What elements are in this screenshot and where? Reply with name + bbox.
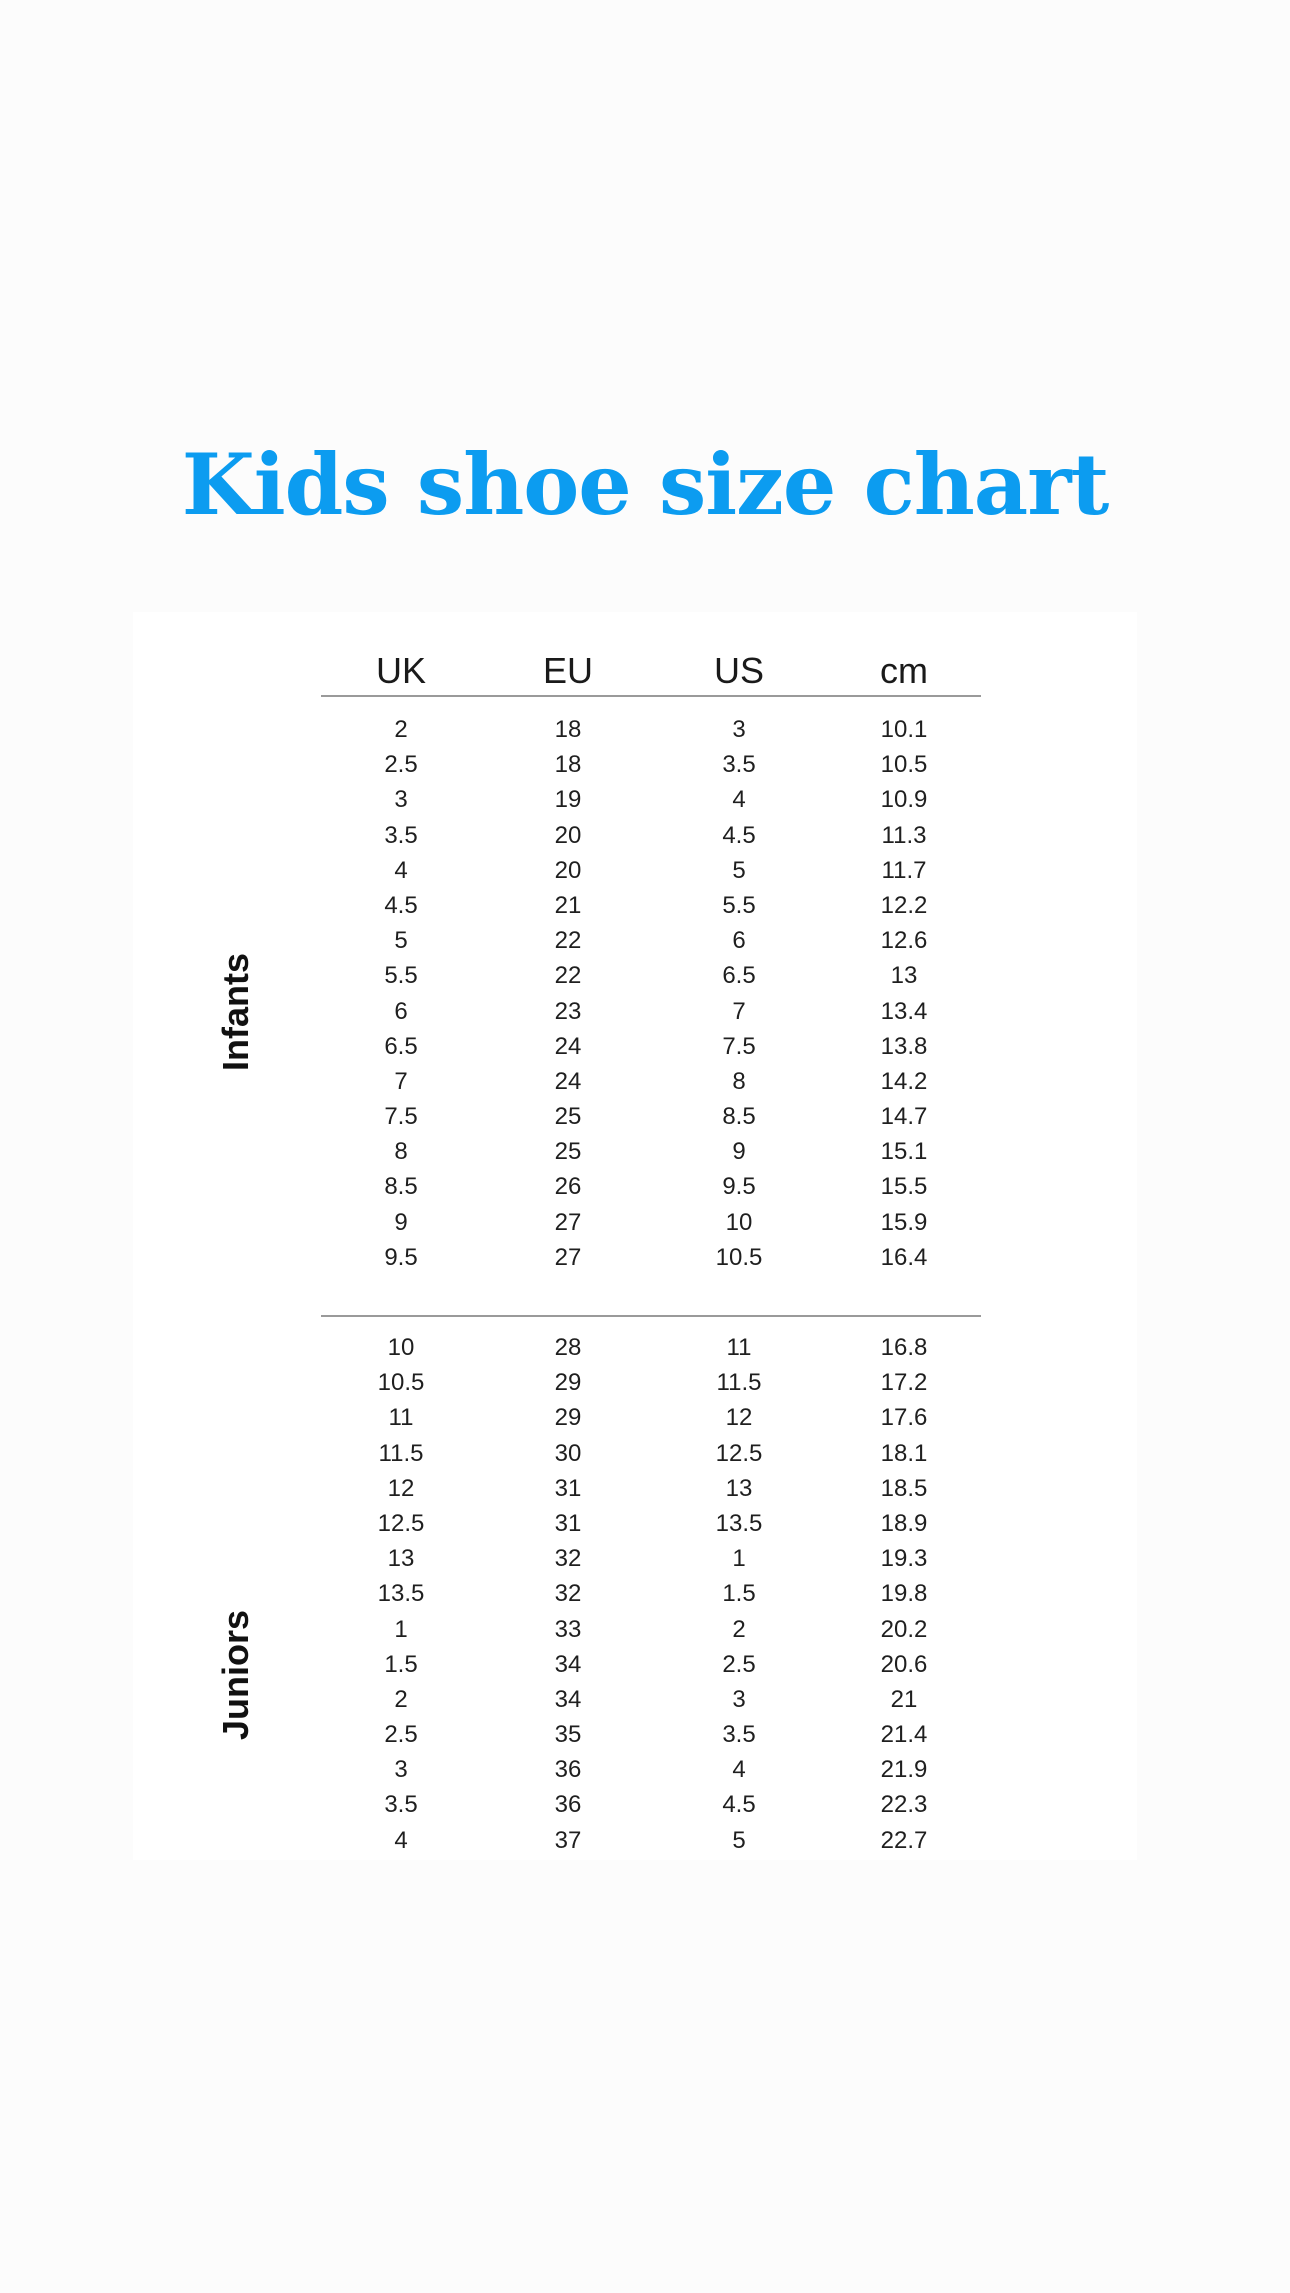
cell-us: 1 bbox=[732, 1545, 746, 1573]
cell-cm: 10.1 bbox=[880, 716, 928, 743]
table-row bbox=[321, 958, 981, 993]
cell-us: 5.5 bbox=[722, 891, 756, 919]
table-row bbox=[321, 712, 981, 747]
table-row bbox=[321, 1506, 981, 1541]
cell-cm: 14.7 bbox=[880, 1103, 928, 1131]
cell-uk: 2 bbox=[394, 716, 408, 743]
cell-us: 1.5 bbox=[722, 1580, 756, 1608]
cell-us: 4 bbox=[732, 1756, 746, 1784]
cell-cm: 12.6 bbox=[880, 927, 928, 955]
cell-cm: 16.4 bbox=[880, 1243, 928, 1271]
cell-us: 11.5 bbox=[716, 1369, 762, 1397]
cell-cm: 19.8 bbox=[880, 1580, 928, 1608]
cell-uk: 5.5 bbox=[384, 962, 418, 990]
cell-eu: 37 bbox=[554, 1826, 582, 1854]
cell-cm: 10.9 bbox=[880, 786, 928, 814]
cell-cm: 22.3 bbox=[880, 1791, 928, 1819]
table-row bbox=[321, 1240, 981, 1275]
cell-uk: 8.5 bbox=[384, 1173, 418, 1201]
cell-uk: 4 bbox=[394, 856, 408, 884]
cell-uk: 3 bbox=[394, 786, 408, 814]
table-row bbox=[321, 1365, 981, 1400]
cell-eu: 24 bbox=[554, 1067, 582, 1095]
cell-us: 2 bbox=[732, 1615, 746, 1643]
cell-us: 11 bbox=[726, 1334, 752, 1361]
cell-cm: 19.3 bbox=[880, 1545, 928, 1573]
table-row bbox=[321, 1612, 981, 1647]
cell-uk: 4.5 bbox=[384, 891, 418, 919]
cell-uk: 3.5 bbox=[384, 1791, 418, 1819]
cell-eu: 34 bbox=[554, 1650, 582, 1678]
cell-us: 13.5 bbox=[715, 1509, 763, 1537]
cell-uk: 9.5 bbox=[384, 1243, 418, 1271]
cell-uk: 10.5 bbox=[377, 1369, 425, 1397]
cell-cm: 12.2 bbox=[880, 891, 928, 919]
cell-cm: 18.5 bbox=[880, 1474, 928, 1502]
cell-uk: 1.5 bbox=[384, 1650, 418, 1678]
cell-uk: 7.5 bbox=[384, 1103, 418, 1131]
cell-uk: 8 bbox=[394, 1138, 408, 1166]
cell-uk: 9 bbox=[394, 1208, 408, 1236]
cell-eu: 18 bbox=[554, 751, 582, 779]
column-header-us: US bbox=[713, 650, 764, 691]
cell-us: 3 bbox=[732, 716, 746, 743]
table-row bbox=[321, 888, 981, 923]
cell-uk: 3 bbox=[394, 1756, 408, 1784]
cell-eu: 33 bbox=[554, 1615, 582, 1643]
cell-cm: 16.8 bbox=[880, 1334, 928, 1361]
cell-cm: 13 bbox=[890, 962, 918, 990]
cell-cm: 11.3 bbox=[881, 821, 927, 849]
cell-cm: 21 bbox=[890, 1685, 918, 1713]
cell-cm: 17.6 bbox=[880, 1404, 928, 1432]
cell-us: 7.5 bbox=[722, 1032, 756, 1060]
cell-cm: 11.7 bbox=[881, 856, 927, 884]
cell-us: 9.5 bbox=[722, 1173, 756, 1201]
table-row bbox=[321, 1823, 981, 1858]
juniors-rows bbox=[321, 1330, 981, 1858]
table-row bbox=[321, 923, 981, 958]
cell-cm: 18.9 bbox=[880, 1509, 928, 1537]
size-chart-table bbox=[133, 612, 1137, 1860]
table-row bbox=[321, 1169, 981, 1204]
table-row bbox=[321, 1647, 981, 1682]
cell-eu: 36 bbox=[554, 1756, 582, 1784]
cell-cm: 15.1 bbox=[880, 1138, 928, 1166]
column-header-uk: UK bbox=[375, 650, 426, 691]
table-row bbox=[321, 1205, 981, 1240]
cell-eu: 36 bbox=[554, 1791, 582, 1819]
cell-us: 4.5 bbox=[722, 1791, 756, 1819]
cell-cm: 18.1 bbox=[880, 1439, 928, 1467]
table-row bbox=[321, 1400, 981, 1435]
cell-uk: 11.5 bbox=[378, 1439, 424, 1467]
cell-eu: 34 bbox=[554, 1685, 582, 1713]
cell-cm: 17.2 bbox=[880, 1369, 928, 1397]
column-header-eu: EU bbox=[542, 650, 593, 691]
section-divider bbox=[321, 1315, 981, 1317]
table-header bbox=[321, 649, 981, 697]
cell-uk: 13 bbox=[387, 1545, 415, 1573]
cell-eu: 31 bbox=[554, 1509, 582, 1537]
cell-cm: 13.8 bbox=[880, 1032, 928, 1060]
cell-us: 2.5 bbox=[722, 1650, 756, 1678]
cell-uk: 4 bbox=[394, 1826, 408, 1854]
table-row bbox=[321, 1471, 981, 1506]
cell-eu: 32 bbox=[554, 1545, 582, 1573]
table-row bbox=[321, 1330, 981, 1365]
cell-uk: 6.5 bbox=[384, 1032, 418, 1060]
cell-uk: 2 bbox=[394, 1685, 408, 1713]
infants-rows bbox=[321, 712, 981, 1275]
cell-eu: 27 bbox=[554, 1208, 582, 1236]
cell-uk: 7 bbox=[394, 1067, 408, 1095]
table-row bbox=[321, 818, 981, 853]
cell-uk: 11 bbox=[388, 1404, 414, 1432]
cell-uk: 12 bbox=[387, 1474, 415, 1502]
table-row bbox=[321, 782, 981, 817]
section-label-juniors: Juniors bbox=[215, 1609, 256, 1741]
column-header-cm: cm bbox=[880, 650, 928, 691]
table-row bbox=[321, 994, 981, 1029]
table-row bbox=[321, 1682, 981, 1717]
table-row bbox=[321, 853, 981, 888]
cell-us: 6.5 bbox=[722, 962, 756, 990]
table-row bbox=[321, 1064, 981, 1099]
cell-us: 4 bbox=[732, 786, 746, 814]
cell-eu: 35 bbox=[554, 1721, 582, 1749]
page-title: Kids shoe size chart bbox=[181, 435, 1109, 534]
cell-us: 10.5 bbox=[715, 1243, 763, 1271]
cell-eu: 22 bbox=[554, 927, 582, 955]
cell-eu: 20 bbox=[554, 856, 582, 884]
cell-us: 6 bbox=[732, 927, 746, 955]
cell-us: 9 bbox=[732, 1138, 746, 1166]
cell-eu: 23 bbox=[554, 997, 582, 1025]
cell-cm: 15.9 bbox=[880, 1208, 928, 1236]
table-row bbox=[321, 1717, 981, 1752]
table-row bbox=[321, 1436, 981, 1471]
cell-eu: 29 bbox=[554, 1404, 582, 1432]
table-row bbox=[321, 1099, 981, 1134]
cell-eu: 25 bbox=[554, 1138, 582, 1166]
cell-us: 3.5 bbox=[722, 751, 756, 779]
cell-us: 12.5 bbox=[715, 1439, 763, 1467]
table-row bbox=[321, 1134, 981, 1169]
cell-eu: 26 bbox=[554, 1173, 582, 1201]
cell-uk: 5 bbox=[394, 927, 408, 955]
cell-cm: 22.7 bbox=[880, 1826, 928, 1854]
cell-eu: 18 bbox=[554, 716, 582, 743]
cell-us: 8 bbox=[732, 1067, 746, 1095]
cell-cm: 15.5 bbox=[880, 1173, 928, 1201]
cell-eu: 20 bbox=[554, 821, 582, 849]
cell-eu: 29 bbox=[554, 1369, 582, 1397]
cell-cm: 20.6 bbox=[880, 1650, 928, 1678]
cell-eu: 24 bbox=[554, 1032, 582, 1060]
table-row bbox=[321, 1576, 981, 1611]
cell-eu: 30 bbox=[554, 1439, 582, 1467]
cell-us: 10 bbox=[725, 1208, 753, 1236]
cell-uk: 13.5 bbox=[377, 1580, 425, 1608]
table-row bbox=[321, 1787, 981, 1822]
cell-eu: 19 bbox=[554, 786, 582, 814]
table-row bbox=[321, 1541, 981, 1576]
cell-us: 7 bbox=[732, 997, 746, 1025]
cell-eu: 28 bbox=[554, 1334, 582, 1361]
cell-uk: 3.5 bbox=[384, 821, 418, 849]
cell-us: 4.5 bbox=[722, 821, 756, 849]
cell-eu: 25 bbox=[554, 1103, 582, 1131]
cell-cm: 20.2 bbox=[880, 1615, 928, 1643]
cell-us: 5 bbox=[732, 1826, 746, 1854]
cell-eu: 27 bbox=[554, 1243, 582, 1271]
cell-us: 8.5 bbox=[722, 1103, 756, 1131]
cell-cm: 14.2 bbox=[880, 1067, 928, 1095]
cell-us: 3.5 bbox=[722, 1721, 756, 1749]
cell-cm: 21.4 bbox=[880, 1721, 928, 1749]
cell-uk: 2.5 bbox=[384, 751, 418, 779]
cell-cm: 13.4 bbox=[880, 997, 928, 1025]
cell-uk: 12.5 bbox=[377, 1509, 425, 1537]
cell-eu: 32 bbox=[554, 1580, 582, 1608]
cell-eu: 22 bbox=[554, 962, 582, 990]
cell-uk: 2.5 bbox=[384, 1721, 418, 1749]
cell-uk: 6 bbox=[394, 997, 408, 1025]
cell-uk: 10 bbox=[387, 1334, 415, 1361]
cell-eu: 21 bbox=[554, 891, 582, 919]
table-row bbox=[321, 1752, 981, 1787]
cell-eu: 31 bbox=[554, 1474, 582, 1502]
cell-cm: 10.5 bbox=[880, 751, 928, 779]
cell-us: 5 bbox=[732, 856, 746, 884]
table-row bbox=[321, 1029, 981, 1064]
cell-us: 3 bbox=[732, 1685, 746, 1713]
cell-cm: 21.9 bbox=[880, 1756, 928, 1784]
cell-uk: 1 bbox=[394, 1615, 408, 1643]
cell-us: 13 bbox=[725, 1474, 753, 1502]
section-label-infants: Infants bbox=[215, 953, 256, 1072]
cell-us: 12 bbox=[725, 1404, 753, 1432]
table-row bbox=[321, 747, 981, 782]
